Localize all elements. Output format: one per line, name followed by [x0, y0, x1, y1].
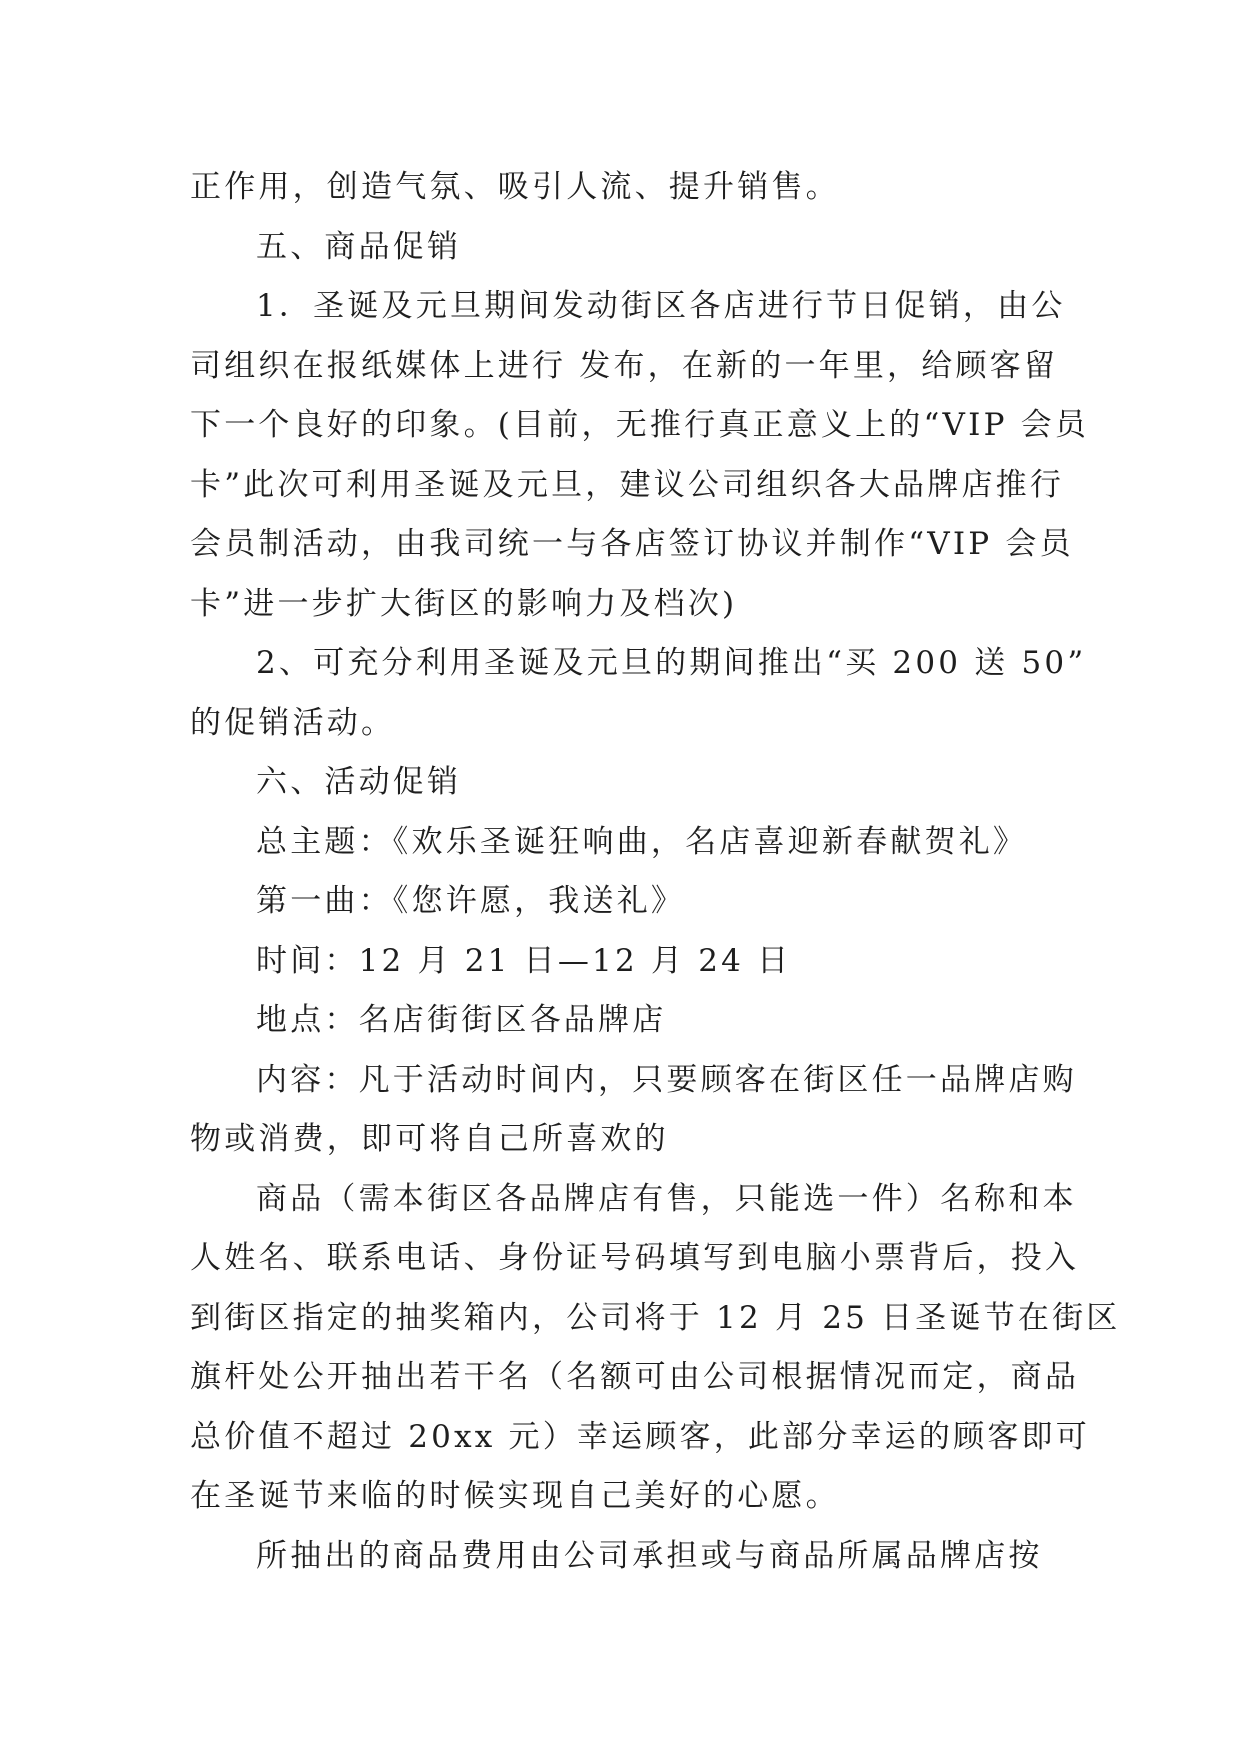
time-line: 时间：12 月 21 日—12 月 24 日: [256, 942, 792, 979]
text-line: 到街区指定的抽奖箱内，公司将于 12 月 25 日圣诞节在街区: [190, 1299, 1121, 1336]
text-line: 总价值不超过 20xx 元）幸运顾客，此部分幸运的顾客即可: [190, 1418, 1090, 1455]
section-heading-product-promotion: 五、商品促销: [256, 228, 462, 265]
text-line: 在圣诞节来临的时候实现自己美好的心愿。: [190, 1478, 840, 1514]
text-line: 的促销活动。: [190, 704, 396, 741]
text-line: 会员制活动，由我司统一与各店签订协议并制作“VIP 会员: [190, 526, 1074, 562]
text-line: 卡”进一步扩大街区的影响力及档次): [190, 585, 738, 622]
text-line: 所抽出的商品费用由公司承担或与商品所属品牌店按: [256, 1537, 1043, 1574]
text-line: 人姓名、联系电话、身份证号码填写到电脑小票背后，投入: [190, 1240, 1080, 1276]
first-song-line: 第一曲：《您许愿，我送礼》: [256, 883, 686, 919]
text-line: 物或消费，即可将自己所喜欢的: [190, 1121, 669, 1157]
section-heading-activity-promotion: 六、活动促销: [256, 764, 462, 800]
text-line: 司组织在报纸媒体上进行 发布，在新的一年里，给顾客留: [190, 347, 1059, 384]
text-line: 卡”此次可利用圣诞及元旦，建议公司组织各大品牌店推行: [190, 466, 1065, 503]
text-line: 2、可充分利用圣诞及元旦的期间推出“买 200 送 50”: [256, 645, 1087, 681]
text-line: 1．圣诞及元旦期间发动街区各店进行节日促销，由公: [256, 288, 1066, 324]
main-theme-line: 总主题：《欢乐圣诞狂响曲，名店喜迎新春献贺礼》: [256, 823, 1028, 860]
document-body: [190, 158, 1121, 1586]
text-line: 下一个良好的印象。(目前，无推行真正意义上的“VIP 会员: [190, 407, 1090, 443]
location-line: 地点：名店街街区各品牌店: [256, 1002, 667, 1038]
text-line: 商品（需本街区各品牌店有售，只能选一件）名称和本: [256, 1180, 1077, 1217]
text-line: 正作用，创造气氛、吸引人流、提升销售。: [190, 169, 840, 205]
text-line: 旗杆处公开抽出若干名（名额可由公司根据情况而定，商品: [190, 1359, 1080, 1395]
content-line: 内容：凡于活动时间内，只要顾客在街区任一品牌店购: [256, 1061, 1077, 1098]
